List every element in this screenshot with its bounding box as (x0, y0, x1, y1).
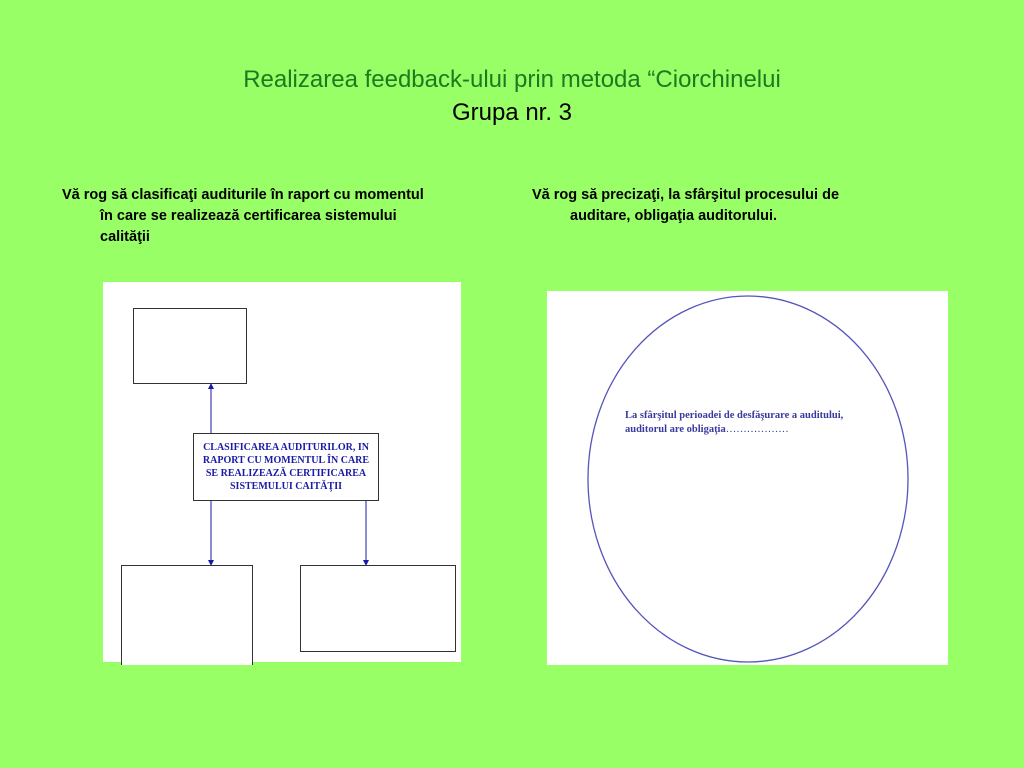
top-answer-box (133, 308, 247, 384)
right-question-line1: Vă rog să precizaţi, la sfârşitul procesului de (532, 187, 840, 203)
classification-diagram (103, 282, 461, 662)
bottom-right-answer-box (300, 565, 456, 652)
obligation-circle-panel (547, 291, 948, 665)
left-question-line1: Vă rog să clasificaţi auditurile în raport cu momentul (62, 187, 424, 203)
center-concept-box: CLASIFICAREA AUDITURILOR, IN RAPORT CU MOMENTUL ÎN CARE SE REALIZEAZĂ CERTIFICAREA SISTEMULUI CAITĂŢII (193, 433, 379, 501)
right-question-line2: auditare, obligaţia auditorului. (570, 208, 778, 224)
left-question (62, 185, 502, 248)
left-question-line2: în care se realizează certificarea sistemului (100, 208, 397, 224)
right-question (532, 185, 912, 227)
circle-outline (547, 291, 948, 665)
slide-subtitle: Grupa nr. 3 (451, 99, 573, 126)
circle-dots: ……………… (725, 424, 789, 435)
circle-prompt: La sfârşitul perioadei de desfăşurare a auditului, auditorul are obligaţia (625, 410, 844, 435)
left-question-line3: calităţii (100, 229, 150, 245)
circle-text (625, 409, 875, 437)
slide-title: Realizarea feedback-ului prin metoda “Ciorchinelui (243, 66, 781, 93)
bottom-left-answer-box (121, 565, 253, 665)
